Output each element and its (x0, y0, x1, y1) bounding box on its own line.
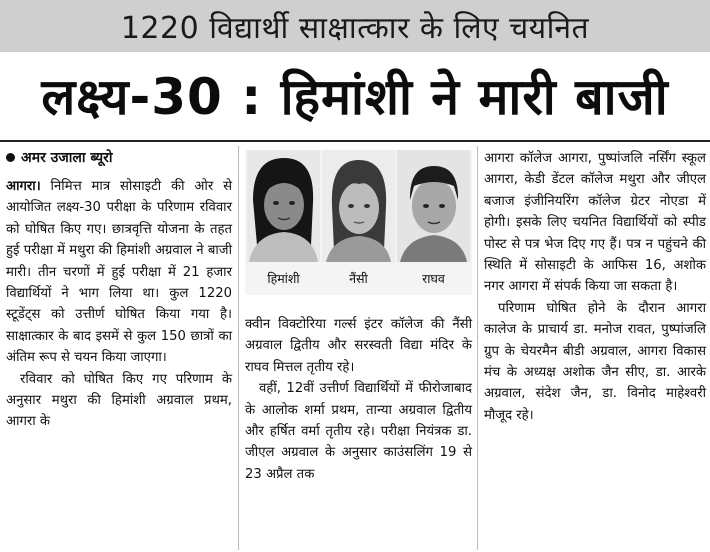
paragraph: रविवार को घोषित किए गए परिणाम के अनुसार मथुरा की हिमांशी अग्रवाल प्रथम, आगरा के (6, 371, 232, 430)
paragraph: क्वीन विक्टोरिया गर्ल्स इंटर कॉलेज की नैंसी अग्रवाल द्वितीय और सरस्वती विद्या मंदिर के राघव मित्तल तृतीय रहे। (245, 317, 472, 375)
article-column-1 (6, 176, 232, 433)
photo-caption: नैंसी (349, 271, 368, 286)
photo-nancy (322, 150, 395, 262)
byline (6, 148, 113, 167)
photo-raghav (397, 150, 470, 262)
column-divider (477, 146, 478, 550)
headline: लक्ष्य-30 : हिमांशी ने मारी बाजी (41, 68, 669, 126)
article-column-2 (245, 314, 472, 485)
photo-himanshi (247, 150, 320, 262)
paragraph-text: निमित्त मात्र सोसाइटी की ओर से आयोजित लक्ष्य-30 परीक्षा के परिणाम रविवार को घोषित किए गए। छात्रवृत्ति योजना के तहत हुई परीक्षा में मथुरा की हिमांशी अग्रवाल ने बाजी मारी। तीन चरणों में हुई परीक्षा में 21 हजार विद्यार्थियों ने भाग लिया था। कुल 1220 स्टूडेंट्स को उत्तीर्ण घोषित किया गया है। साक्षात्कार के बाद इसमें से कुल 150 छात्रों का अंतिम रूप से चयन किया जाएगा। (6, 179, 232, 366)
article-column-3 (484, 148, 706, 426)
paragraph: आगरा कॉलेज आगरा, पुष्पांजलि नर्सिंग स्कूल आगरा, केडी डेंटल कॉलेज मथुरा और जीएल बजाज इंजीनियरिंग कॉलेज ग्रेटर नोएडा में होगी। इसके लिए चयनित विद्यार्थियों को स्पीड पोस्ट से पत्र भेज दिए गए हैं। पत्र न पहुंचने की स्थिति में सोसाइटी के आफिस 16, अशोक नगर आगरा में संपर्क किया जा सकता है। (484, 151, 706, 295)
kicker-text: 1220 विद्यार्थी साक्षात्कार के लिए चयनित (120, 10, 590, 46)
photo-caption: हिमांशी (267, 271, 300, 286)
dateline: आगरा। (6, 179, 41, 194)
photo-strip (245, 150, 472, 295)
photo-caption: राघव (422, 271, 445, 286)
byline-text: अमर उजाला ब्यूरो (21, 150, 113, 166)
paragraph: परिणाम घोषित होने के दौरान आगरा कालेज के प्राचार्य डा. मनोज रावत, पुष्पांजलि ग्रुप के चेयरमैन बीडी अग्रवाल, आगरा विकास मंच के अध्यक्ष अशोक जैन सीए, डा. आरके अग्रवाल, संदेश जैन, डा. विनोद माहेश्वरी मौजूद रहे। (484, 300, 706, 423)
column-divider (238, 146, 239, 550)
headline-rule (0, 140, 710, 142)
bullet-icon (6, 153, 15, 162)
paragraph: वहीं, 12वीं उत्तीर्ण विद्यार्थियों में फीरोजाबाद के आलोक शर्मा प्रथम, तान्या अग्रवाल द्वितीय और हर्षित वर्मा तृतीय रहे। परीक्षा नियंत्रक डा. जीएल अग्रवाल के अनुसार काउंसलिंग 19 से 23 अप्रैल तक (245, 381, 472, 482)
kicker-bar (0, 0, 710, 52)
paragraph (6, 176, 232, 369)
